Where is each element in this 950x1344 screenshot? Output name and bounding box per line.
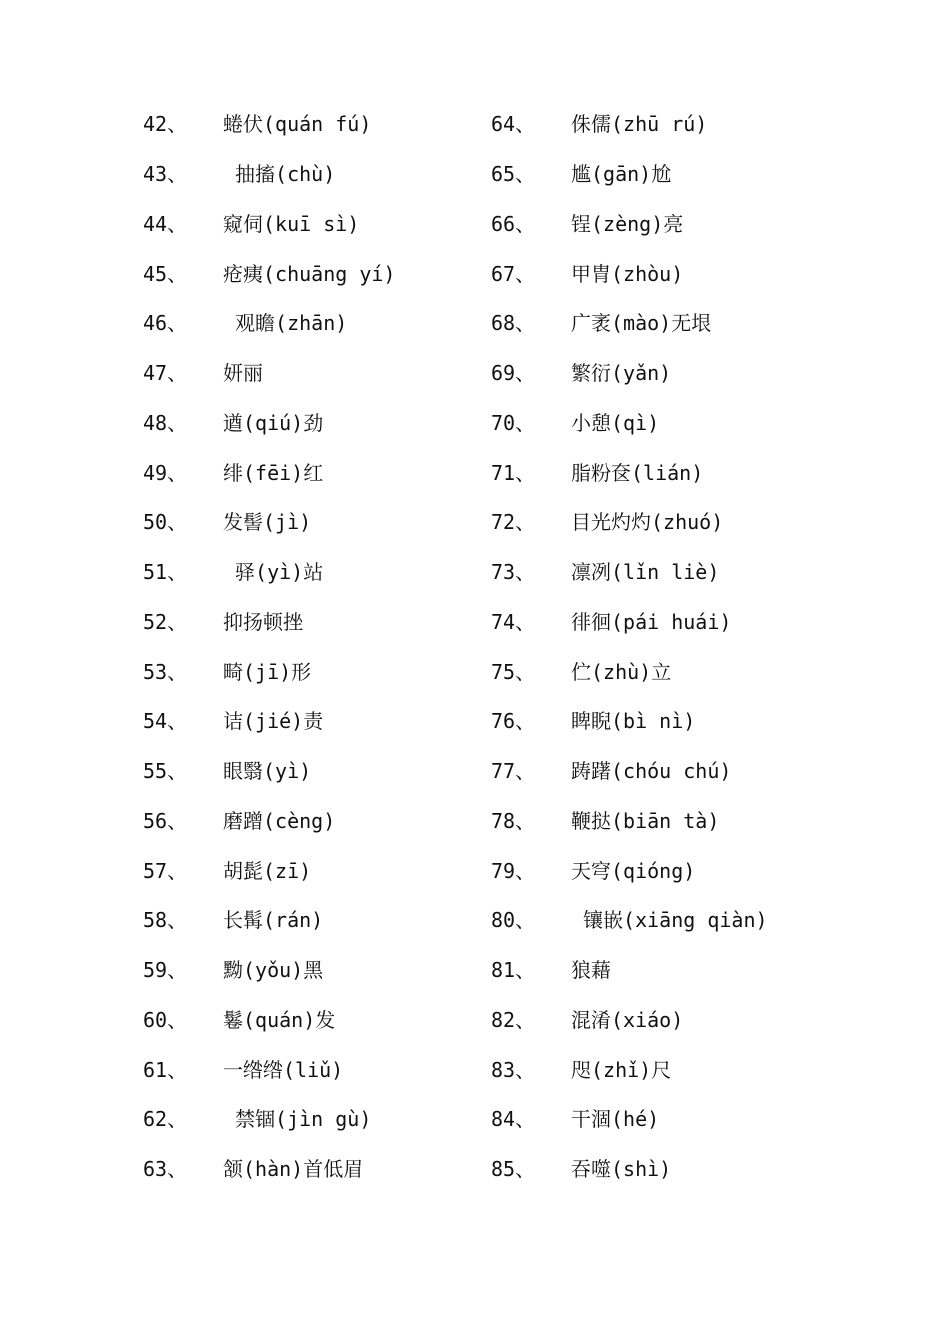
entry-number: 46、	[143, 311, 188, 336]
entry-word: 胡髭(zī)	[223, 858, 312, 883]
entry-word: 侏儒(zhū rú)	[571, 112, 708, 137]
entry-number: 43、	[143, 162, 188, 187]
vocabulary-entry	[491, 994, 911, 1044]
entry-word: 绯(fēi)红	[223, 460, 324, 485]
entry-word: 抽搐(chù)	[223, 162, 336, 187]
entry-number: 52、	[143, 609, 188, 634]
entry-number: 66、	[491, 211, 536, 236]
entry-word: 小憩(qì)	[571, 410, 660, 435]
entry-word: 睥睨(bì nì)	[571, 709, 696, 734]
entry-word: 发髻(jì)	[223, 510, 312, 535]
vocabulary-entry	[491, 198, 911, 248]
entry-number: 56、	[143, 808, 188, 833]
entry-number: 74、	[491, 609, 536, 634]
entry-word: 遒(qiú)劲	[223, 410, 324, 435]
entry-number: 51、	[143, 560, 188, 585]
entry-number: 77、	[491, 759, 536, 784]
vocabulary-entry	[491, 894, 911, 944]
entry-number: 68、	[491, 311, 536, 336]
entry-word: 天穹(qióng)	[571, 858, 696, 883]
entry-word: 颔(hàn)首低眉	[223, 1157, 364, 1182]
entry-number: 44、	[143, 211, 188, 236]
entry-number: 82、	[491, 1007, 536, 1032]
entry-word: 畸(jī)形	[223, 659, 312, 684]
entry-word: 踌躇(chóu chú)	[571, 759, 732, 784]
entry-number: 55、	[143, 759, 188, 784]
vocabulary-entry	[491, 844, 911, 894]
entry-number: 85、	[491, 1157, 536, 1182]
vocabulary-entry	[491, 795, 911, 845]
entry-word: 狼藉	[571, 958, 611, 983]
entry-word: 混淆(xiáo)	[571, 1007, 684, 1032]
entry-number: 78、	[491, 808, 536, 833]
entry-word: 疮痍(chuāng yí)	[223, 261, 396, 286]
vocabulary-entry	[491, 695, 911, 745]
entry-word: 窥伺(kuī sì)	[223, 211, 360, 236]
entry-number: 60、	[143, 1007, 188, 1032]
entry-number: 67、	[491, 261, 536, 286]
entry-word: 诘(jié)责	[223, 709, 324, 734]
vocabulary-entry	[491, 247, 911, 297]
entry-word: 禁锢(jìn gù)	[223, 1107, 372, 1132]
entry-word: 妍丽	[223, 361, 263, 386]
entry-word: 锃(zèng)亮	[571, 211, 684, 236]
entry-word: 甲胄(zhòu)	[571, 261, 684, 286]
vocabulary-entry	[491, 596, 911, 646]
vocabulary-entry	[491, 1043, 911, 1093]
entry-number: 48、	[143, 410, 188, 435]
entry-number: 75、	[491, 659, 536, 684]
entry-number: 81、	[491, 958, 536, 983]
entry-word: 吞噬(shì)	[571, 1157, 672, 1182]
entry-word: 驿(yì)站	[223, 560, 324, 585]
vocabulary-entry	[491, 645, 911, 695]
entry-number: 79、	[491, 858, 536, 883]
entry-word: 磨蹭(cèng)	[223, 808, 336, 833]
entry-number: 84、	[491, 1107, 536, 1132]
vocabulary-entry	[491, 1143, 911, 1193]
entry-word: 尴(gān)尬	[571, 162, 672, 187]
entry-word: 咫(zhǐ)尺	[571, 1057, 672, 1082]
entry-number: 63、	[143, 1157, 188, 1182]
vocabulary-entry	[491, 148, 911, 198]
entry-number: 72、	[491, 510, 536, 535]
vocabulary-entry	[491, 397, 911, 447]
entry-word: 脂粉奁(lián)	[571, 460, 704, 485]
entry-number: 57、	[143, 858, 188, 883]
entry-word: 抑扬顿挫	[223, 609, 303, 634]
entry-number: 49、	[143, 460, 188, 485]
vocabulary-entry	[491, 98, 911, 148]
right-vocabulary-column	[491, 98, 911, 1193]
entry-word: 鞭挞(biān tà)	[571, 808, 720, 833]
vocabulary-entry	[491, 297, 911, 347]
entry-word: 伫(zhù)立	[571, 659, 672, 684]
vocabulary-entry	[491, 745, 911, 795]
entry-number: 64、	[491, 112, 536, 137]
entry-number: 47、	[143, 361, 188, 386]
entry-number: 45、	[143, 261, 188, 286]
entry-word: 繁衍(yǎn)	[571, 361, 672, 386]
entry-word: 眼翳(yì)	[223, 759, 312, 784]
entry-number: 61、	[143, 1057, 188, 1082]
entry-word: 长髯(rán)	[223, 908, 324, 933]
vocabulary-entry	[491, 1093, 911, 1143]
entry-word: 徘徊(pái huái)	[571, 609, 732, 634]
entry-word: 鬈(quán)发	[223, 1007, 336, 1032]
entry-number: 76、	[491, 709, 536, 734]
entry-number: 42、	[143, 112, 188, 137]
vocabulary-entry	[491, 546, 911, 596]
entry-number: 71、	[491, 460, 536, 485]
vocabulary-entry	[491, 347, 911, 397]
entry-number: 69、	[491, 361, 536, 386]
entry-number: 65、	[491, 162, 536, 187]
entry-word: 蜷伏(quán fú)	[223, 112, 372, 137]
entry-word: 观瞻(zhān)	[223, 311, 348, 336]
entry-word: 广袤(mào)无垠	[571, 311, 712, 336]
entry-number: 62、	[143, 1107, 188, 1132]
entry-number: 83、	[491, 1057, 536, 1082]
entry-number: 53、	[143, 659, 188, 684]
vocabulary-entry	[491, 496, 911, 546]
entry-number: 80、	[491, 908, 536, 933]
entry-number: 50、	[143, 510, 188, 535]
entry-number: 73、	[491, 560, 536, 585]
entry-word: 目光灼灼(zhuó)	[571, 510, 724, 535]
entry-number: 70、	[491, 410, 536, 435]
entry-number: 54、	[143, 709, 188, 734]
entry-word: 镶嵌(xiāng qiàn)	[571, 908, 768, 933]
entry-number: 59、	[143, 958, 188, 983]
entry-word: 黝(yǒu)黑	[223, 958, 324, 983]
vocabulary-entry	[491, 446, 911, 496]
entry-number: 58、	[143, 908, 188, 933]
entry-word: 干涸(hé)	[571, 1107, 660, 1132]
entry-word: 一绺绺(liǔ)	[223, 1057, 344, 1082]
vocabulary-entry	[491, 944, 911, 994]
entry-word: 凛冽(lǐn liè)	[571, 560, 720, 585]
